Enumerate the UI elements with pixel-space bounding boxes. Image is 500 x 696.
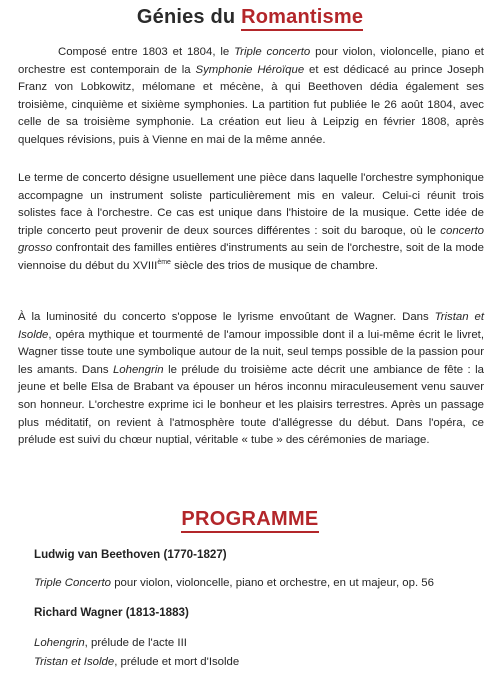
p3-italic-2: Lohengrin (112, 363, 164, 376)
programme-heading (0, 508, 500, 531)
p2-italic-1: concerto grosso (18, 224, 484, 255)
p2-text-1: Le terme de concerto désigne usuellement une pièce dans laquelle l'orchestre symphonique accompagne un instrument soliste particulièrement mis en valeur. Celui-ci réunit trois solistes face à l'orchestre. Ce cas est unique dans l'histoire de la musique. Cette idée de triple concerto peut provenir de deux sources différentes : soit du baroque, où le (18, 172, 484, 237)
paragraph-1 (18, 44, 484, 150)
p3-text-1: À la luminosité du concerto s'oppose le lyrisme envoûtant de Wagner. Dans (18, 311, 435, 323)
title-part-2: Romantisme (241, 6, 363, 31)
title-part-1: Génies du (136, 6, 242, 28)
p1-italic-1: Triple concerto (234, 46, 311, 58)
work-2-title: Lohengrin (34, 637, 85, 649)
p2-superscript: ème (157, 258, 171, 266)
composer-beethoven: Ludwig van Beethoven (1770-1827) (34, 548, 227, 561)
p3-italic-1: Tristan et Isolde (18, 311, 484, 341)
work-tristan (34, 656, 239, 668)
page-title (0, 6, 500, 29)
p2-text-3: siècle des trios de musique de chambre. (170, 259, 378, 272)
work-triple-concerto (34, 577, 434, 589)
work-3-details: , prélude et mort d'Isolde (114, 656, 240, 668)
p1-text-1: Composé entre 1803 et 1804, le (58, 46, 235, 58)
p1-text-2: pour violon, violoncelle, piano et orchestre est contemporain de la (18, 46, 484, 76)
work-1-details: pour violon, violoncelle, piano et orchestre, en ut majeur, op. 56 (111, 577, 434, 589)
p3-text-3: le prélude du troisième acte décrit une ambiance de fête : la jeune et belle Elsa de Brabant va épouser un héros inconnu miraculeusement venu sauver son honneur. L'orchestre exprime ici le bonheur et les plaisirs terrestres. Après un passage plus méditatif, on revient à l'atmosphère toute d'allégresse du début. Dans l'opéra, ce prélude est suivi du chœur nuptial, véritable « tube » des cérémonies de mariage. (18, 363, 484, 447)
paragraph-2 (18, 170, 484, 276)
programme-heading-text: PROGRAMME (181, 508, 318, 533)
paragraph-3 (18, 309, 484, 450)
work-lohengrin (34, 637, 187, 649)
work-2-details: , prélude de l'acte III (84, 637, 187, 649)
p1-italic-2: Symphonie Héroïque (195, 63, 305, 76)
p3-text-2: , opéra mythique et tourmenté de l'amour impossible dont il a lui-même écrit le livret, Wagner tisse toute une symbolique autour de la nuit, seul temps possible de la passion pour les amants. Dans (18, 328, 484, 376)
p2-text-2: confrontait des familles entières d'instruments au sein de l'orchestre, soit de la mode viennoise du début du XVIII (18, 242, 484, 272)
p1-text-3: et est dédicacé au prince Joseph Franz von Lobkowitz, mélomane et mécène, à qui Beethoven dédia également ses troisième, cinquième et sixième symphonies. La partition fut publiée le 26 août 1804, avec celle de sa troisième symphonie. La création eut lieu à Leipzig en février 1808, après quelques révisions, puis à Vienne en mai de la même année. (18, 63, 484, 146)
work-3-title: Tristan et Isolde (34, 656, 115, 668)
work-1-title: Triple Concerto (34, 577, 112, 589)
composer-wagner: Richard Wagner (1813-1883) (34, 606, 189, 619)
